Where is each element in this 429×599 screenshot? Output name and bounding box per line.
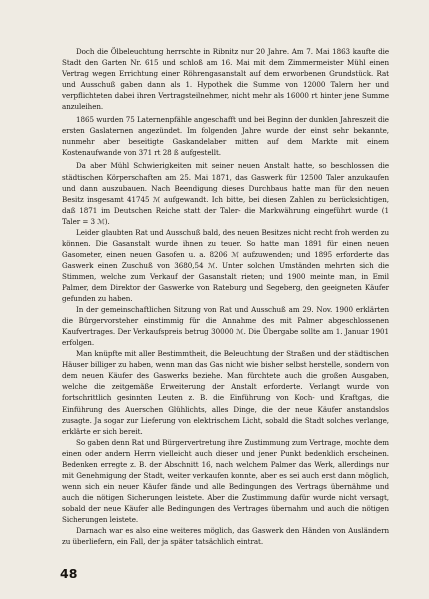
page-number: 48 — [60, 566, 78, 581]
paragraph: Leider glaubten Rat und Ausschuß bald, des neuen Besitzes nicht recht froh werden zu können. Die Gasanstalt wurde ihnen zu teuer. So hatte man 1891 für einen neuen Gasometer, einen neuen Gasofen u. a. 8206 ℳ aufzuwenden; und 1895 erforderte das Gaswerk einen Zuschuß von 3680,54 ℳ. Unter solchen Umständen mehrten sich die Stimmen, welche zum Verkauf der Gasanstalt rieten; und 1900 meinte man, in Emil Palmer, dem Direktor der Gaswerke von Rateburg und Segeberg, den geeigneten Käufer gefunden zu haben. — [62, 227, 389, 304]
paragraph: 1865 wurden 75 Laternenpfähle angeschafft und bei Beginn der dunklen Jahreszeit die ersten Gaslaternen angezündet. Im folgenden Jahre wurde der einst sehr bekannte, nunmehr aber beseitigte Gaskandelaber mitten auf dem Markte mit einem Kostenaufwande von 371 rt 28 ß aufgestellt. — [62, 115, 389, 158]
paragraph: Man knüpfte mit aller Bestimmtheit, die Beleuchtung der Straßen und der städtischen Häuser billiger zu haben, wenn man das Gas nicht wie bisher selbst herstelle, sondern von dem neuen Käufer des Gaswerks beziehe. Man fürchtete auch die großen Ausgaben, welche die zeitgemäße Erweiterung der Anstalt erforderte. Verlangt wurde von fortschrittlich gesinnten Leuten z. B. die Einführung von Koch- und Kraftgas, die Einführung des Auerschen Glühlichts, alles Dinge, die der neue Käufer anstandslos zusagte. Ja sogar zur Lieferung von elektrischem Licht, sobald die Stadt solches verlange, erklärte er sich bereit. — [62, 349, 389, 436]
paragraph: In der gemeinschaftlichen Sitzung von Rat und Ausschuß am 29. Nov. 1900 erklärten die Bürgervorsteher einstimmig für die Annahme des mit Palmer abgeschlossenen Kaufvertrages. Der Verkaufspreis betrug 30000 ℳ. Die Übergabe sollte am 1. Januar 1901 erfolgen. — [62, 305, 389, 348]
body-text — [62, 46, 389, 547]
paragraph: So gaben denn Rat und Bürgervertretung ihre Zustimmung zum Vertrage, mochte dem einen oder andern Herrn vielleicht auch dieser und jener Punkt bedenklich erscheinen. Bedenken erregte z. B. der Abschnitt 16, nach welchem Palmer das Werk, allerdings nur mit Genehmigung der Stadt, weiter verkaufen konnte, aber es sei auch erst dann möglich, wenn sich ein neuer Käufer fände und alle Bedingungen des Vertrags übernähme und auch die nötigen Sicherungen leistete. Aber die Zustimmung dafür wurde nicht versagt, sobald der neue Käufer alle Bedingungen des Vertrages übernahm und auch die nötigen Sicherungen leistete. — [62, 437, 389, 524]
paragraph: Da aber Mühl Schwierigkeiten mit seiner neuen Anstalt hatte, so beschlossen die städtischen Körperschaften am 25. Mai 1871, das Gaswerk für 12500 Taler anzukaufen und dann auszubauen. Nach Beendigung dieses Durchbaus hatte man für den neuen Besitz insgesamt 41745 ℳ aufgewandt. Ich bitte, bei diesen Zahlen zu berücksichtigen, daß 1871 im Deutschen Reiche statt der Taler- die Markwährung eingeführt wurde (1 Taler = 3 ℳ). — [62, 161, 389, 226]
paragraph: Doch die Ölbeleuchtung herrschte in Ribnitz nur 20 Jahre. Am 7. Mai 1863 kaufte die Stadt den Garten Nr. 615 und schloß am 16. Mai mit dem Zimmermeister Mühl einen Vertrag wegen Errichtung einer Röhrengasanstalt auf dem erworbenen Grundstück. Rat und Ausschuß gaben dann als 1. Hypothek die Summe von 12000 Talern her und verpflichteten dabei ihren Vertragsteilnehmer, nicht mehr als 16000 rt hinter jene Summe anzuleihen. — [62, 47, 389, 112]
paragraph: Darnach war es also eine weiteres möglich, das Gaswerk den Händen von Ausländern zu überliefern, ein Fall, der ja später tatsächlich eintrat. — [62, 526, 389, 547]
